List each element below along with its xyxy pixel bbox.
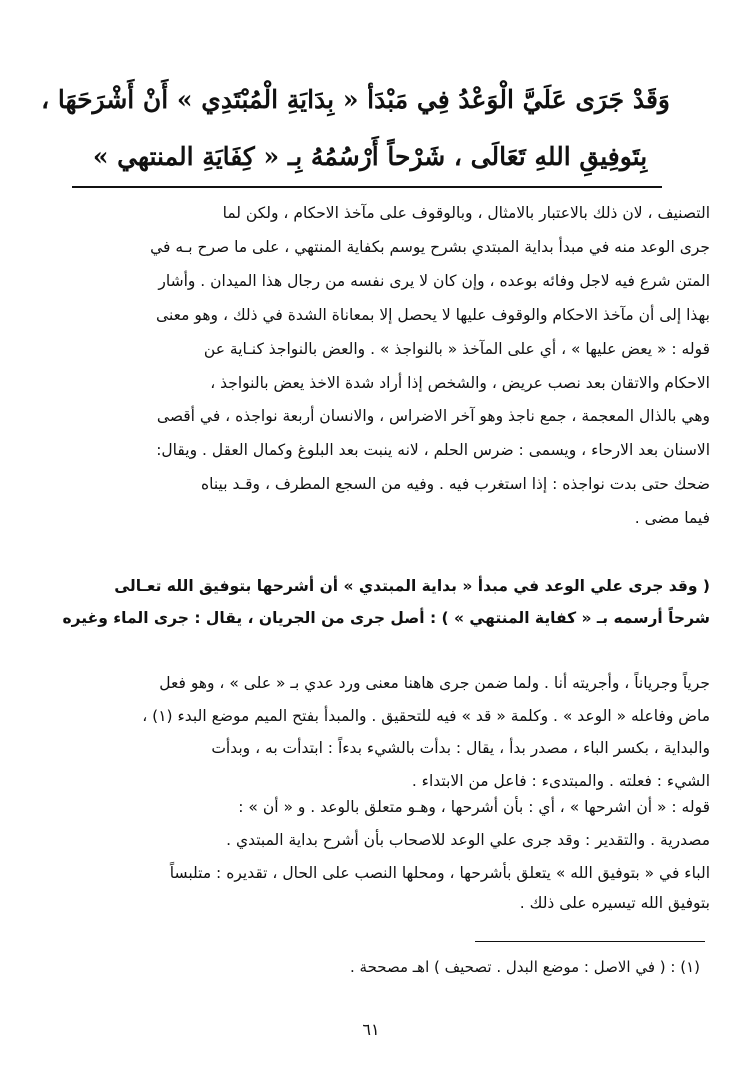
text-line: قوله : « يعض عليها » ، أي على المآخذ « بالنواجذ » . والعض بالنواجذ كنـاية عن: [203, 339, 710, 358]
text-line: جرى الوعد منه في مبدأ بداية المبتدي بشرح يوسم بكفاية المنتهي ، على ما صرح بـه في: [150, 237, 710, 256]
quoted-matn-paragraph: [60, 571, 710, 635]
text-line: والبداية ، بكسر الباء ، مصدر بدأ ، يقال : بدأت بالشيء بدءاً : ابتدأت به ، وبدأت: [211, 739, 710, 757]
text-line: ضحك حتى بدت نواجذه : إذا استغرب فيه . وفيه من السجع المطرف ، وقـد بيناه: [201, 475, 710, 494]
text-line: قوله : « أن اشرحها » ، أي : بأن أشرحها ، وهـو متعلق بالوعد . و « أن » :: [238, 798, 710, 816]
text-line: الشيء : فعلته . والمبتدىء : فاعل من الابتداء .: [411, 771, 710, 790]
footnote: (١) : ( في الاصل : موضع البدل . تصحيف ) اهـ مصححة .: [350, 958, 700, 976]
commentary-paragraph-1: [60, 197, 710, 536]
page-number: ٦١: [362, 1020, 380, 1039]
text-line: الباء في « بتوفيق الله » يتعلق بأشرحها ، ومحلها النصب على الحال ، تقديره : متلبساً: [169, 864, 710, 882]
header-divider: [72, 186, 662, 188]
text-line: بهذا إلى أن مآخذ الاحكام والوقوف عليها لا يحصل إلا بمعاناة الشدة في ذلك ، وهو معنى: [156, 305, 710, 324]
verse-line-1: وَقَدْ جَرَى عَلَيَّ الْوَعْدُ فِي مَبْدَأ « بِدَايَةِ الْمُبْتَدِي » أَنْ أَشْرَحَهَا ،: [41, 85, 670, 114]
footnote-divider: [475, 941, 705, 942]
text-line: التصنيف ، لان ذلك بالاعتبار بالامثال ، وبالوقوف على مآخذ الاحكام ، ولكن لما: [222, 204, 710, 222]
text-line: الاحكام والاتقان بعد نصب عريض ، والشخص إذا أراد شدة الاخذ يعض بالنواجذ ،: [210, 373, 710, 392]
text-line: جرياً وجرياناً ، وأجريته أنا . ولما ضمن جرى هاهنا معنى ورد عدي بـ « على » ، وهو فعل: [159, 674, 710, 692]
commentary-paragraph-2: [60, 667, 710, 797]
text-line: ماض وفاعله « الوعد » . وكلمة « قد » فيه للتحقيق . والمبدأ بفتح الميم موضع البدء (١) ،: [142, 706, 710, 725]
text-line: فيما مضى .: [634, 509, 710, 528]
text-line: شرحاً أرسمه بـ « كفاية المنتهي » ) : أصل جرى من الجريان ، يقال : جرى الماء وغيره: [62, 608, 710, 627]
text-line: المتن شرع فيه لاجل وفائه بوعده ، وإن كان لا يرى نفسه من رجال هذا الميدان . وأشار: [158, 271, 710, 290]
text-line: ( وقد جرى علي الوعد في مبدأ « بداية المبتدي » أن أشرحها بتوفيق الله تعـالى: [114, 577, 710, 595]
text-line: بتوفيق الله تيسيره على ذلك .: [519, 894, 710, 912]
text-line: وهي بالذال المعجمة ، جمع ناجذ وهو آخر الاضراس ، والانسان أربعة نواجذه ، في أقصى: [156, 407, 710, 426]
commentary-paragraph-3: [60, 791, 710, 857]
text-line: مصدرية . والتقدير : وقد جرى علي الوعد للاصحاب بأن أشرح بداية المبتدي .: [226, 831, 710, 849]
verse-line-2: بِتَوفِيقِ اللهِ تَعَالَى ، شَرْحاً أَرْسُمُهُ بِـ « كِفَايَةِ المنتهي »: [92, 142, 648, 171]
commentary-paragraph-4: [60, 858, 710, 918]
text-line: الاسنان بعد الارحاء ، ويسمى : ضرس الحلم ، لانه ينبت بعد البلوغ وكمال العقل . ويقال:: [156, 441, 710, 460]
